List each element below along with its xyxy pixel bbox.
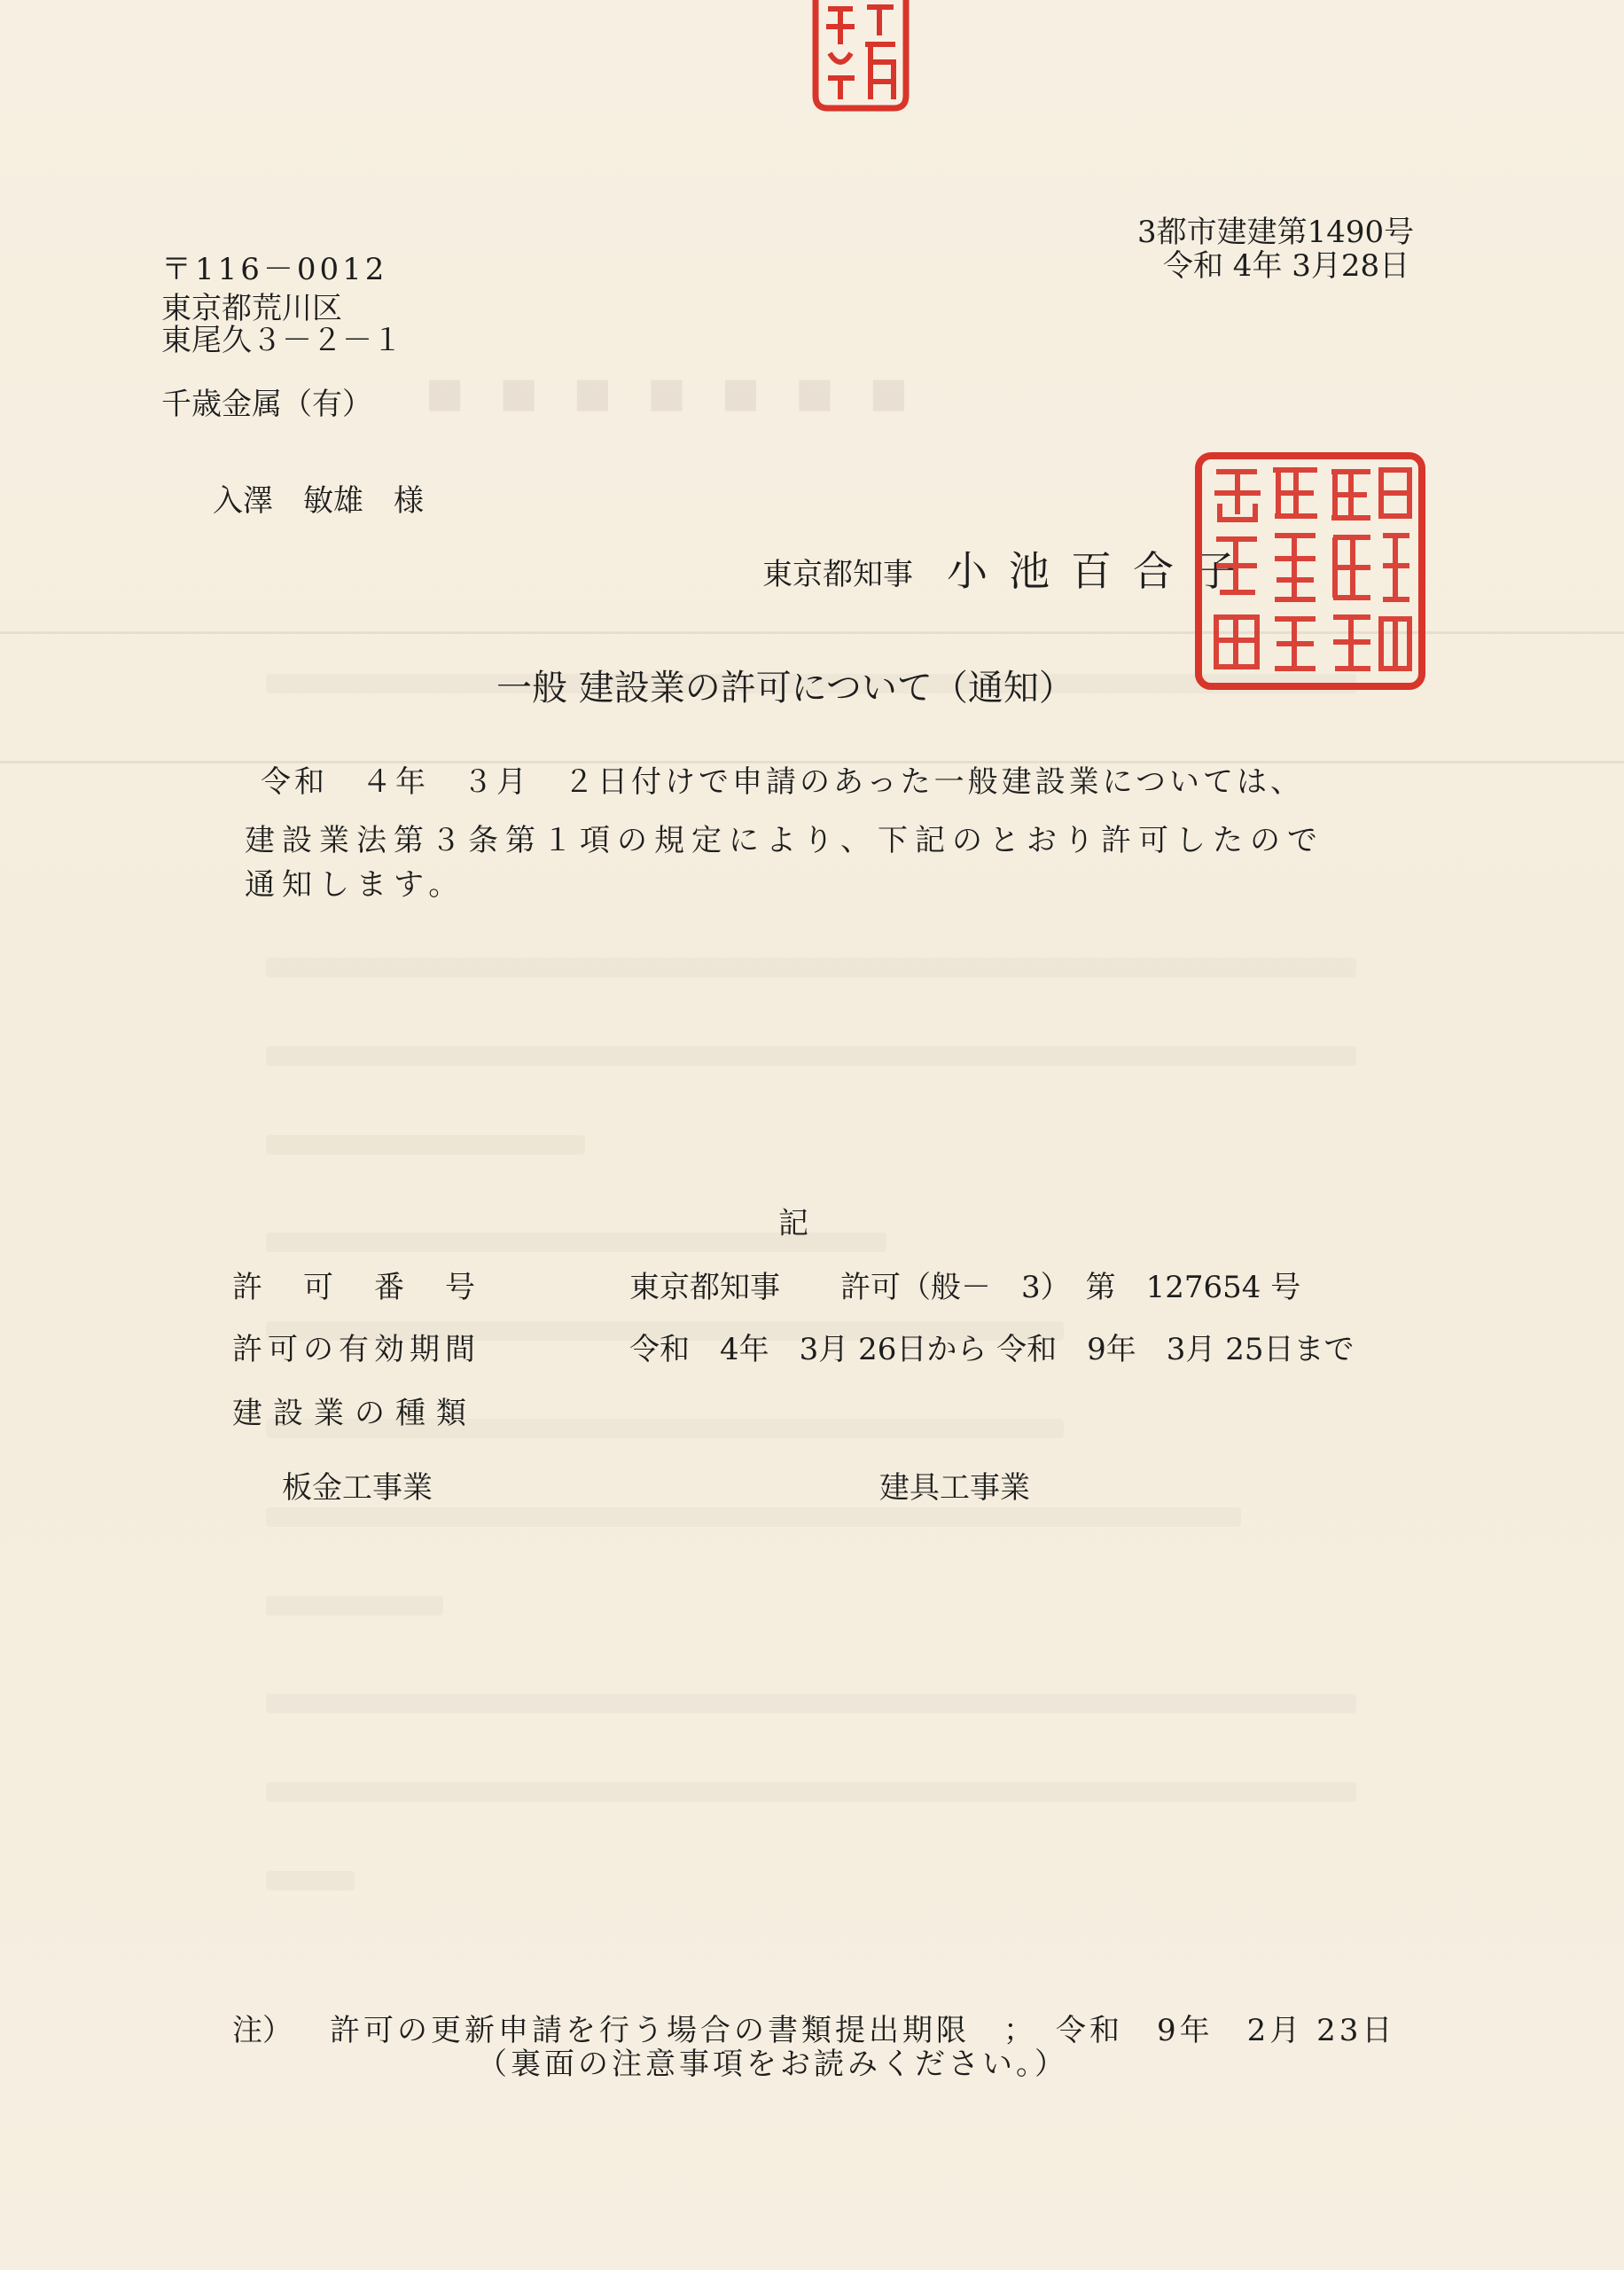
governor-seal-stamp (1193, 450, 1427, 692)
recipient-name: 入澤 敏雄 様 (213, 483, 424, 519)
address-line-1: 東京都荒川区 (161, 291, 342, 326)
postal-code: 〒116－0012 (161, 252, 388, 287)
show-through-line (266, 1694, 1356, 1713)
body-line-3: 通知します。 (245, 867, 466, 903)
issuer-title: 東京都知事 (762, 557, 913, 592)
show-through-line (266, 1782, 1356, 1802)
validity-period-label: 許可の有効期間 (232, 1332, 480, 1367)
note-label: 注） (232, 2013, 293, 2048)
show-through-line (266, 1507, 1241, 1527)
body-line-2: 建設業法第３条第１項の規定により、下記のとおり許可したので (245, 823, 1324, 858)
top-seal-stamp (808, 0, 913, 115)
validity-period-value: 令和 4年 3月 26日から 令和 9年 3月 25日まで (629, 1332, 1355, 1367)
show-through-line (266, 1596, 443, 1616)
business-type-1: 板金工事業 (282, 1470, 433, 1506)
address-line-2: 東尾久３－２－１ (161, 323, 402, 358)
body-line-1: 令和 ４年 ３月 ２日付けで申請のあった一般建設業については、 (261, 764, 1304, 800)
note-line-1: 許可の更新申請を行う場合の書類提出期限 ； 令和 9年 2月 23日 (330, 2013, 1396, 2048)
document-number: 3都市建建第1490号 (1137, 215, 1415, 250)
show-through-line (266, 1871, 355, 1890)
show-through-line (266, 958, 1356, 977)
note-line-2: （裏面の注意事項をお読みください。） (477, 2047, 1068, 2082)
ki-marker: 記 (778, 1206, 808, 1241)
show-through-line (266, 1135, 585, 1155)
show-through-heading: ■■■■■■■ (426, 368, 944, 416)
show-through-line (266, 1046, 1356, 1066)
document-date: 令和 4年 3月28日 (1163, 248, 1410, 284)
business-type-2: 建具工事業 (879, 1470, 1030, 1506)
permit-number-value: 東京都知事 許可（般－ 3） 第 127654 号 (629, 1270, 1301, 1305)
company-name: 千歳金属（有） (161, 387, 372, 422)
document-title: 一般 建設業の許可について（通知） (496, 668, 1074, 708)
permit-number-label: 許 可 番 号 (232, 1270, 480, 1305)
business-type-label: 建設業の種類 (232, 1396, 477, 1431)
issuer-name: 小池百合子 (947, 547, 1257, 595)
